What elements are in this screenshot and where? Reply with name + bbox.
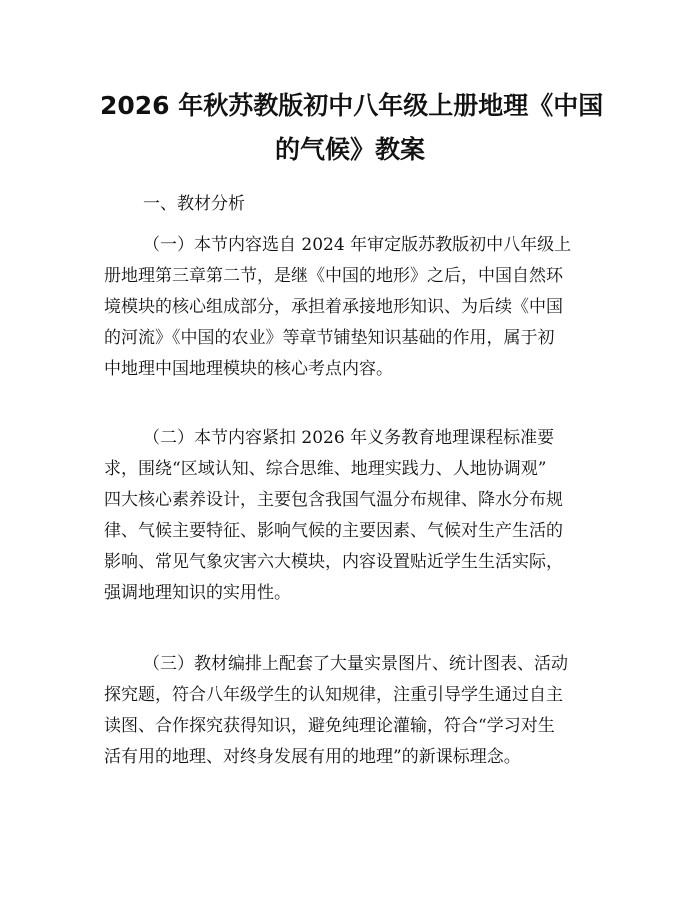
paragraph-line: 影响、常见气象灾害六大模块，内容设置贴近学生生活实际， — [104, 552, 563, 572]
paragraph-line: 的河流》《中国的农业》等章节铺垫知识基础的作用，属于初 — [104, 328, 555, 348]
paragraph-line: 律、气候主要特征、影响气候的主要因素、气候对生产生活的 — [104, 521, 563, 541]
paragraph-line: （三）教材编排上配套了大量实景图片、统计图表、活动 — [143, 654, 568, 674]
paragraph-line: 探究题，符合八年级学生的认知规律，注重引导学生通过自主 — [104, 685, 563, 705]
paragraph-line: 强调地理知识的实用性。 — [104, 583, 291, 603]
document-title-line-2: 的气候》教案 — [274, 135, 425, 164]
paragraph-line: 读图、合作探究获得知识，避免纯理论灌输，符合“学习对生 — [104, 716, 555, 736]
paragraph-line: （一）本节内容选自 2024 年审定版苏教版初中八年级上 — [143, 235, 572, 255]
document-title-line-1: 2026 年秋苏教版初中八年级上册地理《中国 — [100, 91, 604, 120]
paragraph-1 — [104, 230, 604, 385]
paragraph-line: 中地理中国地理模块的核心考点内容。 — [104, 359, 393, 379]
paragraph-line: 活有用的地理、对终身发展有用的地理”的新课标理念。 — [104, 747, 521, 767]
paragraph-line: （二）本节内容紧扣 2026 年义务教育地理课程标准要 — [143, 428, 555, 448]
paragraph-line: 册地理第三章第二节，是继《中国的地形》之后，中国自然环 — [104, 266, 563, 286]
section-heading: 一、教材分析 — [143, 194, 245, 214]
paragraph-line: 求，围绕“区域认知、综合思维、地理实践力、人地协调观” — [104, 459, 547, 479]
paragraph-line: 四大核心素养设计，主要包含我国气温分布规律、降水分布规 — [104, 490, 563, 510]
paragraph-line: 境模块的核心组成部分，承担着承接地形知识、为后续《中国 — [104, 297, 563, 317]
paragraph-2 — [104, 423, 604, 609]
paragraph-3 — [104, 649, 604, 773]
